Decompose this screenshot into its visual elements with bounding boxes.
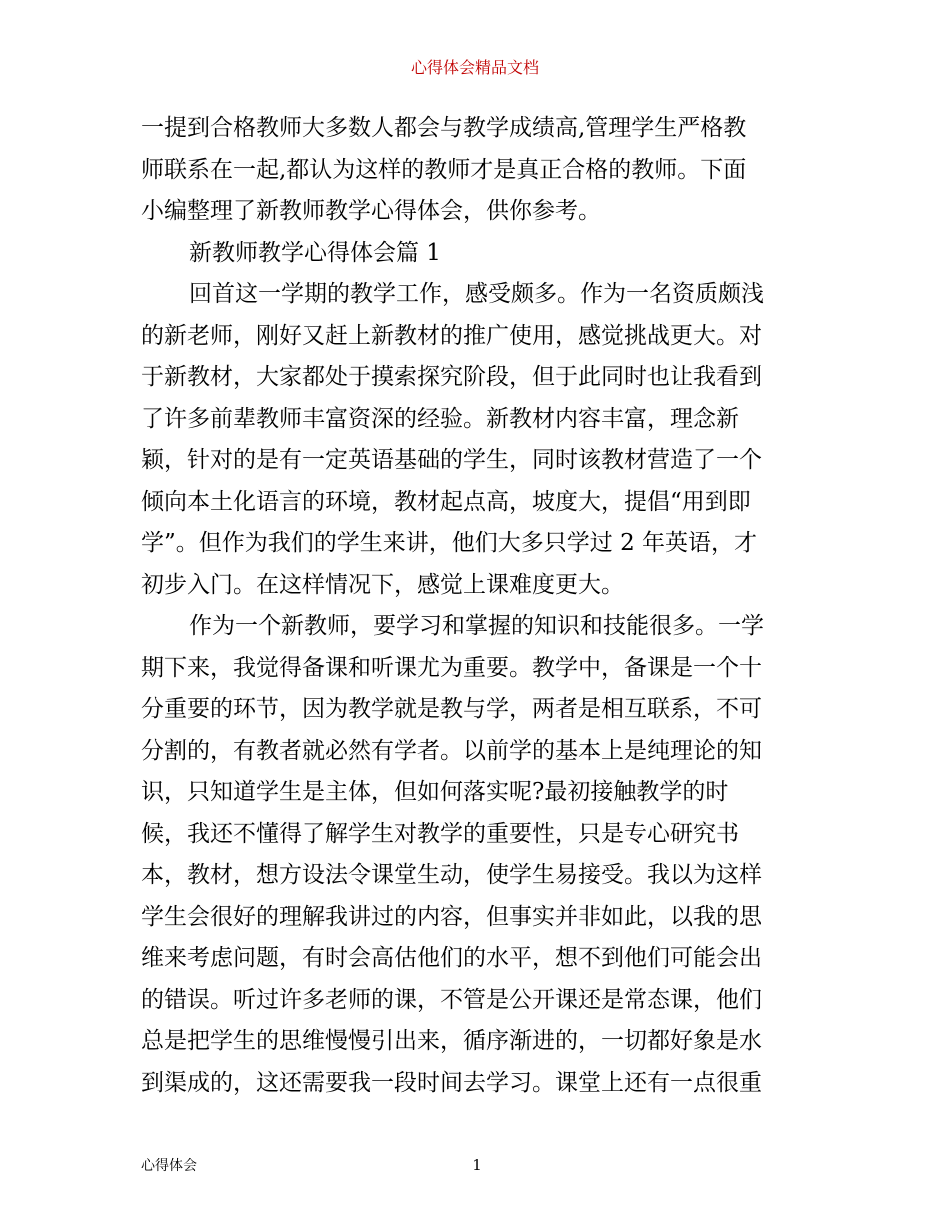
body-line: 候，我还不懂得了解学生对教学的重要性，只是专心研究书 [141,820,739,847]
body-line: 的新老师，刚好又赶上新教材的推广使用，感觉挑战更大。对 [141,322,762,349]
page-header-title: 心得体会精品文档 [410,58,539,77]
body-line: 期下来，我觉得备课和听课尤为重要。教学中，备课是一个十 [141,654,762,681]
body-line: 回首这一学期的教学工作，感受颇多。作为一名资质颇浅 [189,281,764,307]
body-line: 学”。但作为我们的学生来讲，他们大多只学过 2 年英语，才 [141,530,758,556]
body-line: 维来考虑问题，有时会高估他们的水平，想不到他们可能会出 [141,945,762,971]
body-line: 初步入门。在这样情况下，感觉上课难度更大。 [141,571,624,598]
body-line: 识，只知道学生是主体，但如何落实呢?最初接触教学的时 [141,779,729,805]
body-line: 倾向本土化语言的环境，教材起点高，坡度大，提倡“用到即 [141,488,751,515]
page-footer-label: 心得体会 [141,1158,197,1174]
body-line: 到渠成的，这还需要我一段时间去学习。课堂上还有一点很重 [141,1069,762,1096]
section-heading: 新教师教学心得体会篇 1 [189,239,441,266]
body-line: 学生会很好的理解我讲过的内容，但事实并非如此，以我的思 [141,903,762,930]
body-line: 总是把学生的思维慢慢引出来，循序渐进的，一切都好象是水 [141,1028,762,1054]
page-number: 1 [472,1156,482,1174]
body-line: 于新教材，大家都处于摸索探究阶段，但于此同时也让我看到 [141,364,762,390]
document-body [141,108,813,1104]
body-line: 的错误。听过许多老师的课，不管是公开课还是常态课，他们 [141,986,762,1013]
body-line: 分重要的环节，因为教学就是教与学，两者是相互联系，不可 [141,696,762,722]
body-line: 颖，针对的是有一定英语基础的学生，同时该教材营造了一个 [141,447,762,473]
body-line: 一提到合格教师大多数人都会与教学成绩高,管理学生严格教 [141,115,747,141]
body-line: 了许多前辈教师丰富资深的经验。新教材内容丰富，理念新 [141,405,739,432]
body-line: 作为一个新教师，要学习和掌握的知识和技能很多。一学 [189,613,764,639]
body-line: 师联系在一起,都认为这样的教师才是真正合格的教师。下面 [141,156,747,183]
body-line: 分割的，有教者就必然有学者。以前学的基本上是纯理论的知 [141,737,762,764]
body-line: 小编整理了新教师教学心得体会，供你参考。 [141,198,601,224]
body-line: 本，教材，想方设法令课堂生动，使学生易接受。我以为这样 [141,862,762,888]
